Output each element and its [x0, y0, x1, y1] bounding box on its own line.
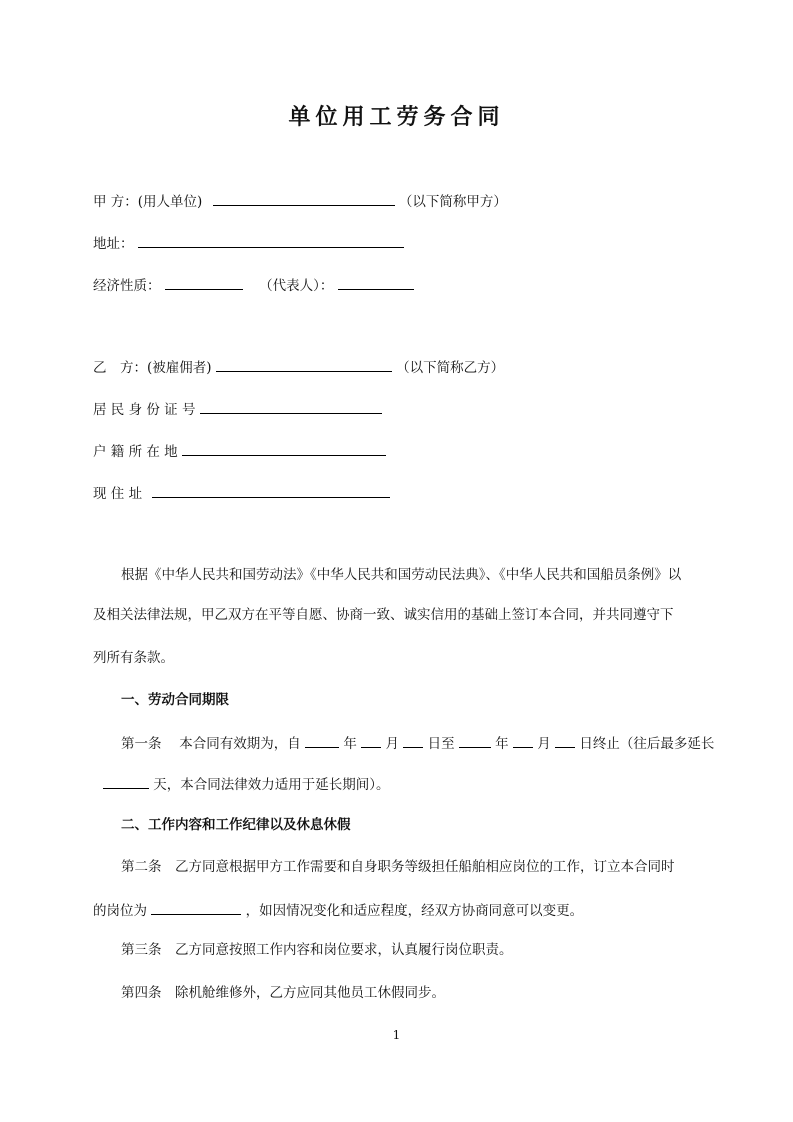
party-a-address-label: 地址： — [93, 236, 134, 252]
party-a-nature-label: 经济性质： — [93, 278, 161, 294]
preamble-line-2: 及相关法律法规，甲乙双方在平等自愿、协商一致、诚实信用的基础上签订本合同，并共同遵守下 — [93, 607, 674, 623]
party-b-current-address-label: 现 住 址 — [93, 486, 143, 502]
page-title: 单位用工劳务合同 — [288, 105, 505, 130]
article-3: 第三条 乙方同意按照工作内容和岗位要求，认真履行岗位职责。 — [121, 942, 513, 958]
month-label-1: 月 — [385, 736, 399, 752]
article-2-line-2-start: 的岗位为 — [93, 903, 147, 919]
day-to-label: 日至 — [427, 736, 455, 752]
party-b-current-address-row — [93, 482, 390, 504]
party-b-id-row — [93, 398, 382, 420]
party-a-address-blank[interactable] — [138, 232, 404, 248]
party-a-rep-blank[interactable] — [338, 274, 414, 290]
start-month-blank[interactable] — [361, 732, 381, 748]
end-year-blank[interactable] — [459, 732, 491, 748]
party-a-name-blank[interactable] — [213, 190, 395, 206]
end-day-blank[interactable] — [555, 732, 575, 748]
start-year-blank[interactable] — [305, 732, 339, 748]
article-1-line-2-text: 天，本合同法律效力适用于延长期间）。 — [153, 777, 390, 793]
page-number: 1 — [392, 1028, 401, 1042]
article-2-line-1: 第二条 乙方同意根据甲方工作需要和自身职务等级担任船舶相应岗位的工作，订立本合同时 — [121, 859, 675, 875]
party-a-row — [93, 190, 507, 212]
party-b-name-blank[interactable] — [216, 356, 392, 372]
party-a-address-row — [93, 232, 404, 254]
party-a-suffix: （以下简称甲方） — [398, 194, 507, 210]
party-b-label: 乙 方：(被雇佣者) — [93, 360, 212, 376]
preamble-line-3: 列所有条款。 — [93, 650, 174, 666]
party-b-suffix: （以下简称乙方） — [396, 360, 505, 376]
day-end-label: 日终止（往后最多延长 — [579, 736, 715, 752]
end-month-blank[interactable] — [513, 732, 533, 748]
party-b-row — [93, 356, 504, 378]
year-label-2: 年 — [495, 736, 509, 752]
party-b-current-address-blank[interactable] — [152, 482, 390, 498]
section-1-heading: 一、劳动合同期限 — [121, 692, 229, 708]
article-1-line-2 — [103, 773, 390, 795]
party-b-household-label: 户 籍 所 在 地 — [93, 444, 178, 460]
party-a-nature-blank[interactable] — [165, 274, 243, 290]
article-1-start: 第一条 本合同有效期为，自 — [121, 736, 301, 752]
party-b-household-blank[interactable] — [182, 440, 386, 456]
party-a-rep-label: （代表人）： — [259, 278, 334, 294]
party-b-id-label: 居 民 身 份 证 号 — [93, 402, 196, 418]
article-2-line-2 — [93, 899, 583, 921]
month-label-2: 月 — [537, 736, 551, 752]
start-day-blank[interactable] — [403, 732, 423, 748]
party-b-household-row — [93, 440, 386, 462]
year-label-1: 年 — [343, 736, 357, 752]
section-2-heading: 二、工作内容和工作纪律以及休息休假 — [121, 817, 351, 833]
extension-days-blank[interactable] — [103, 773, 149, 789]
article-4: 第四条 除机舱维修外，乙方应同其他员工休假同步。 — [121, 985, 445, 1001]
preamble-line-1: 根据《中华人民共和国劳动法》《中华人民共和国劳动民法典》、《中华人民共和国船员条例》以 — [121, 567, 682, 583]
position-blank[interactable] — [151, 899, 241, 915]
article-2-line-2-end: ，如因情况变化和适应程度，经双方协商同意可以变更。 — [245, 903, 584, 919]
article-1-line-1 — [121, 732, 714, 754]
party-a-nature-row — [93, 274, 414, 296]
party-b-id-blank[interactable] — [200, 398, 382, 414]
party-a-label: 甲 方：(用人单位) — [93, 194, 203, 210]
